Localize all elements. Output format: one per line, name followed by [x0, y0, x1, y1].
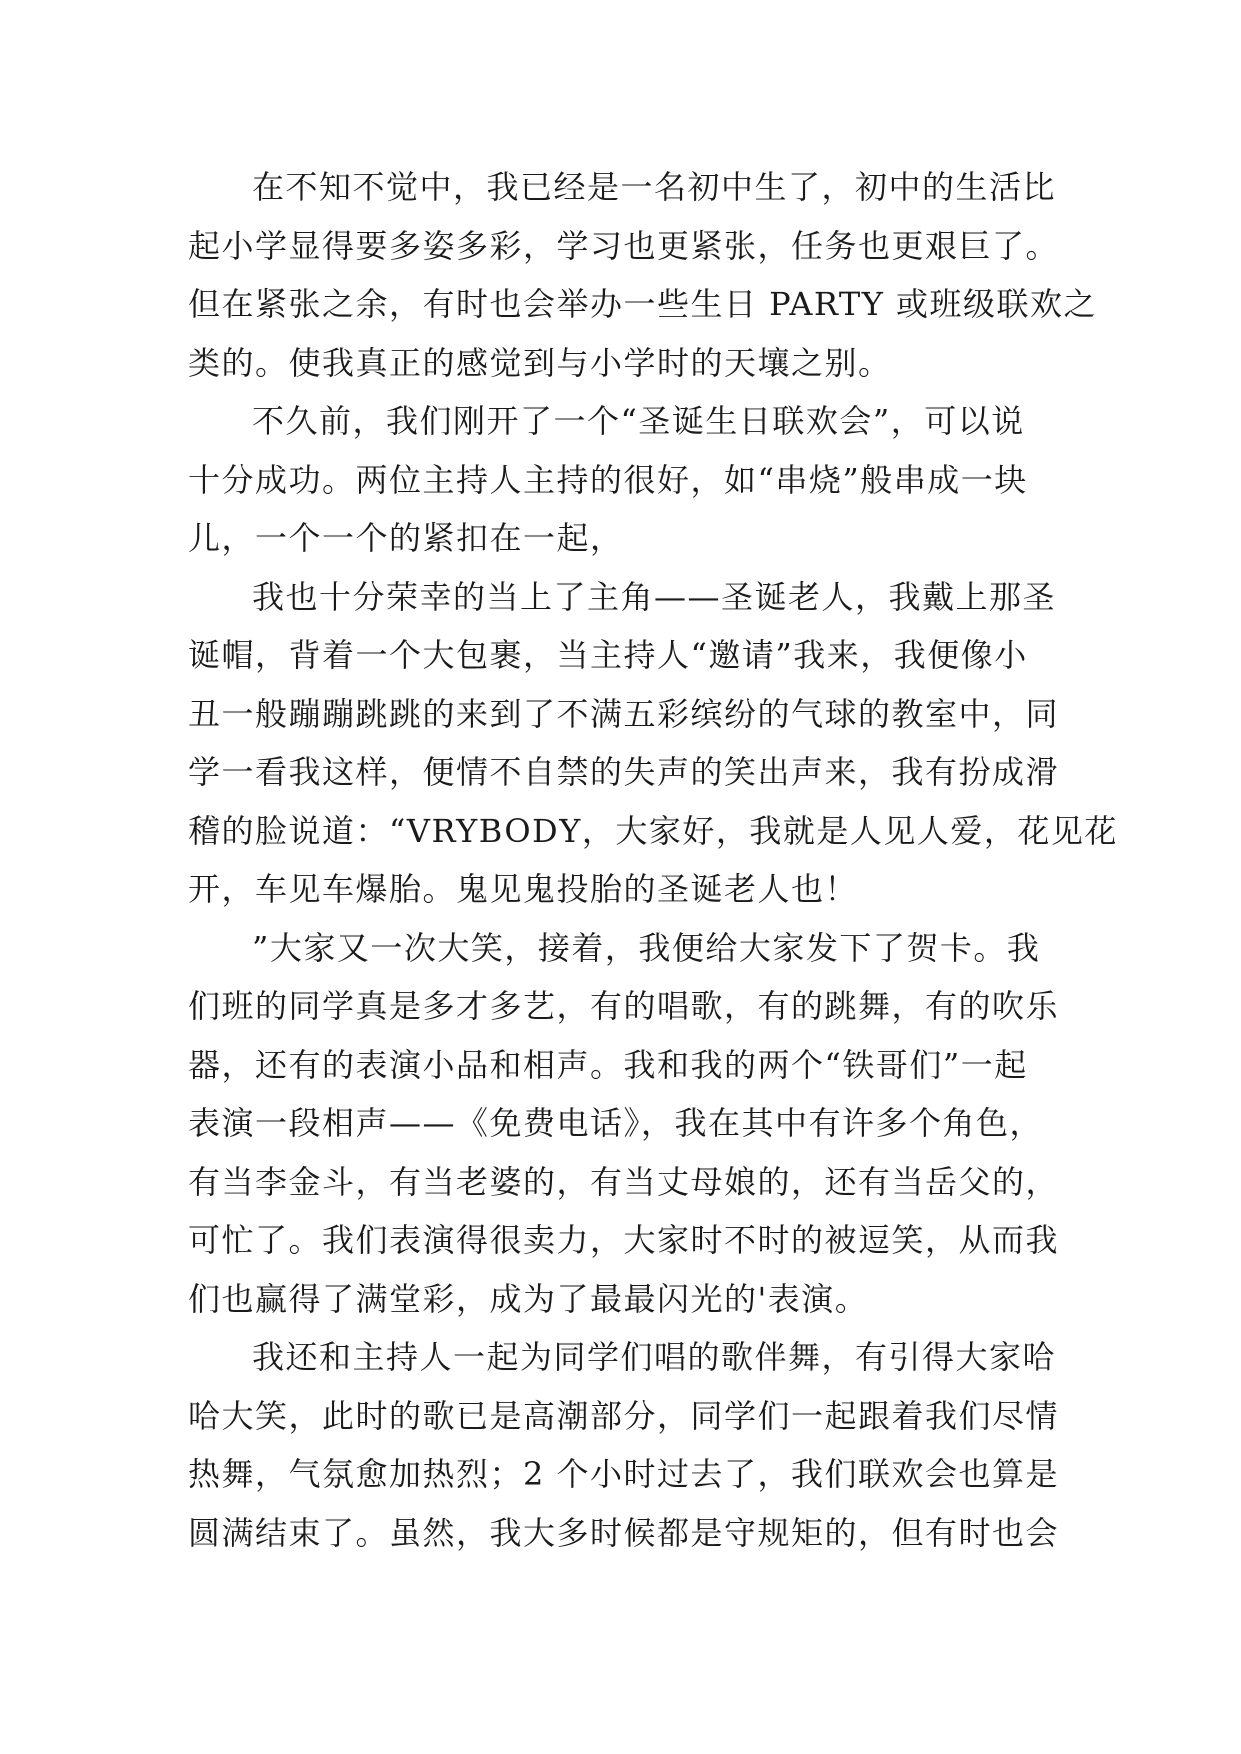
text-line: 表演一段相声——《免费电话》，我在其中有许多个角色，: [188, 1104, 1044, 1142]
text-line: ”大家又一次大笑，接着，我便给大家发下了贺卡。我: [252, 928, 1041, 967]
text-line: 可忙了。我们表演得很卖力，大家时不时的被逗笑，从而我: [188, 1221, 1060, 1259]
text-line: 类的。使我真正的感觉到与小学时的天壤之别。: [188, 343, 892, 382]
text-line: 们也赢得了满堂彩，成为了最最闪光的'表演。: [188, 1279, 869, 1318]
text-line: 有当李金斗，有当老婆的，有当丈母娘的，还有当岳父的，: [188, 1162, 1060, 1201]
text-line: 器，还有的表演小品和相声。我和我的两个“铁哥们”一起: [188, 1045, 1028, 1084]
text-line: 十分成功。两位主持人主持的很好，如“串烧”般串成一块: [188, 460, 1028, 499]
text-line: 稽的脸说道：“VRYBODY，大家好，我就是人见人爱，花见花: [188, 811, 1118, 850]
text-line: 但在紧张之余，有时也会举办一些生日 PARTY 或班级联欢之: [188, 285, 1098, 323]
text-line: 丑一般蹦蹦跳跳的来到了不满五彩缤纷的气球的教室中，同: [188, 694, 1060, 733]
text-line: 我也十分荣幸的当上了主角——圣诞老人，我戴上那圣: [252, 577, 1057, 616]
text-line: 起小学显得要多姿多彩，学习也更紧张，任务也更艰巨了。: [188, 226, 1060, 265]
text-line: 不久前，我们刚开了一个“圣诞生日联欢会”，可以说: [252, 402, 1025, 440]
text-line: 在不知不觉中，我已经是一名初中生了，初中的生活比: [252, 168, 1057, 206]
text-line: 们班的同学真是多才多艺，有的唱歌，有的跳舞，有的吹乐: [188, 987, 1060, 1025]
text-line: 诞帽，背着一个大包裹，当主持人“邀请”我来，我便像小: [188, 636, 1028, 674]
text-line: 热舞，气氛愈加热烈；2 个小时过去了，我们联欢会也算是: [188, 1455, 1060, 1493]
text-line: 儿，一个一个的紧扣在一起，: [188, 519, 624, 557]
document-body: [188, 158, 1118, 1562]
text-line: 开，车见车爆胎。鬼见鬼投胎的圣诞老人也！: [188, 870, 859, 908]
text-line: 我还和主持人一起为同学们唱的歌伴舞，有引得大家哈: [252, 1338, 1057, 1376]
text-line: 哈大笑，此时的歌已是高潮部分，同学们一起跟着我们尽情: [188, 1396, 1060, 1435]
text-line: 圆满结束了。虽然，我大多时候都是守规矩的，但有时也会: [188, 1513, 1060, 1552]
text-line: 学一看我这样，便情不自禁的失声的笑出声来，我有扮成滑: [188, 753, 1060, 791]
